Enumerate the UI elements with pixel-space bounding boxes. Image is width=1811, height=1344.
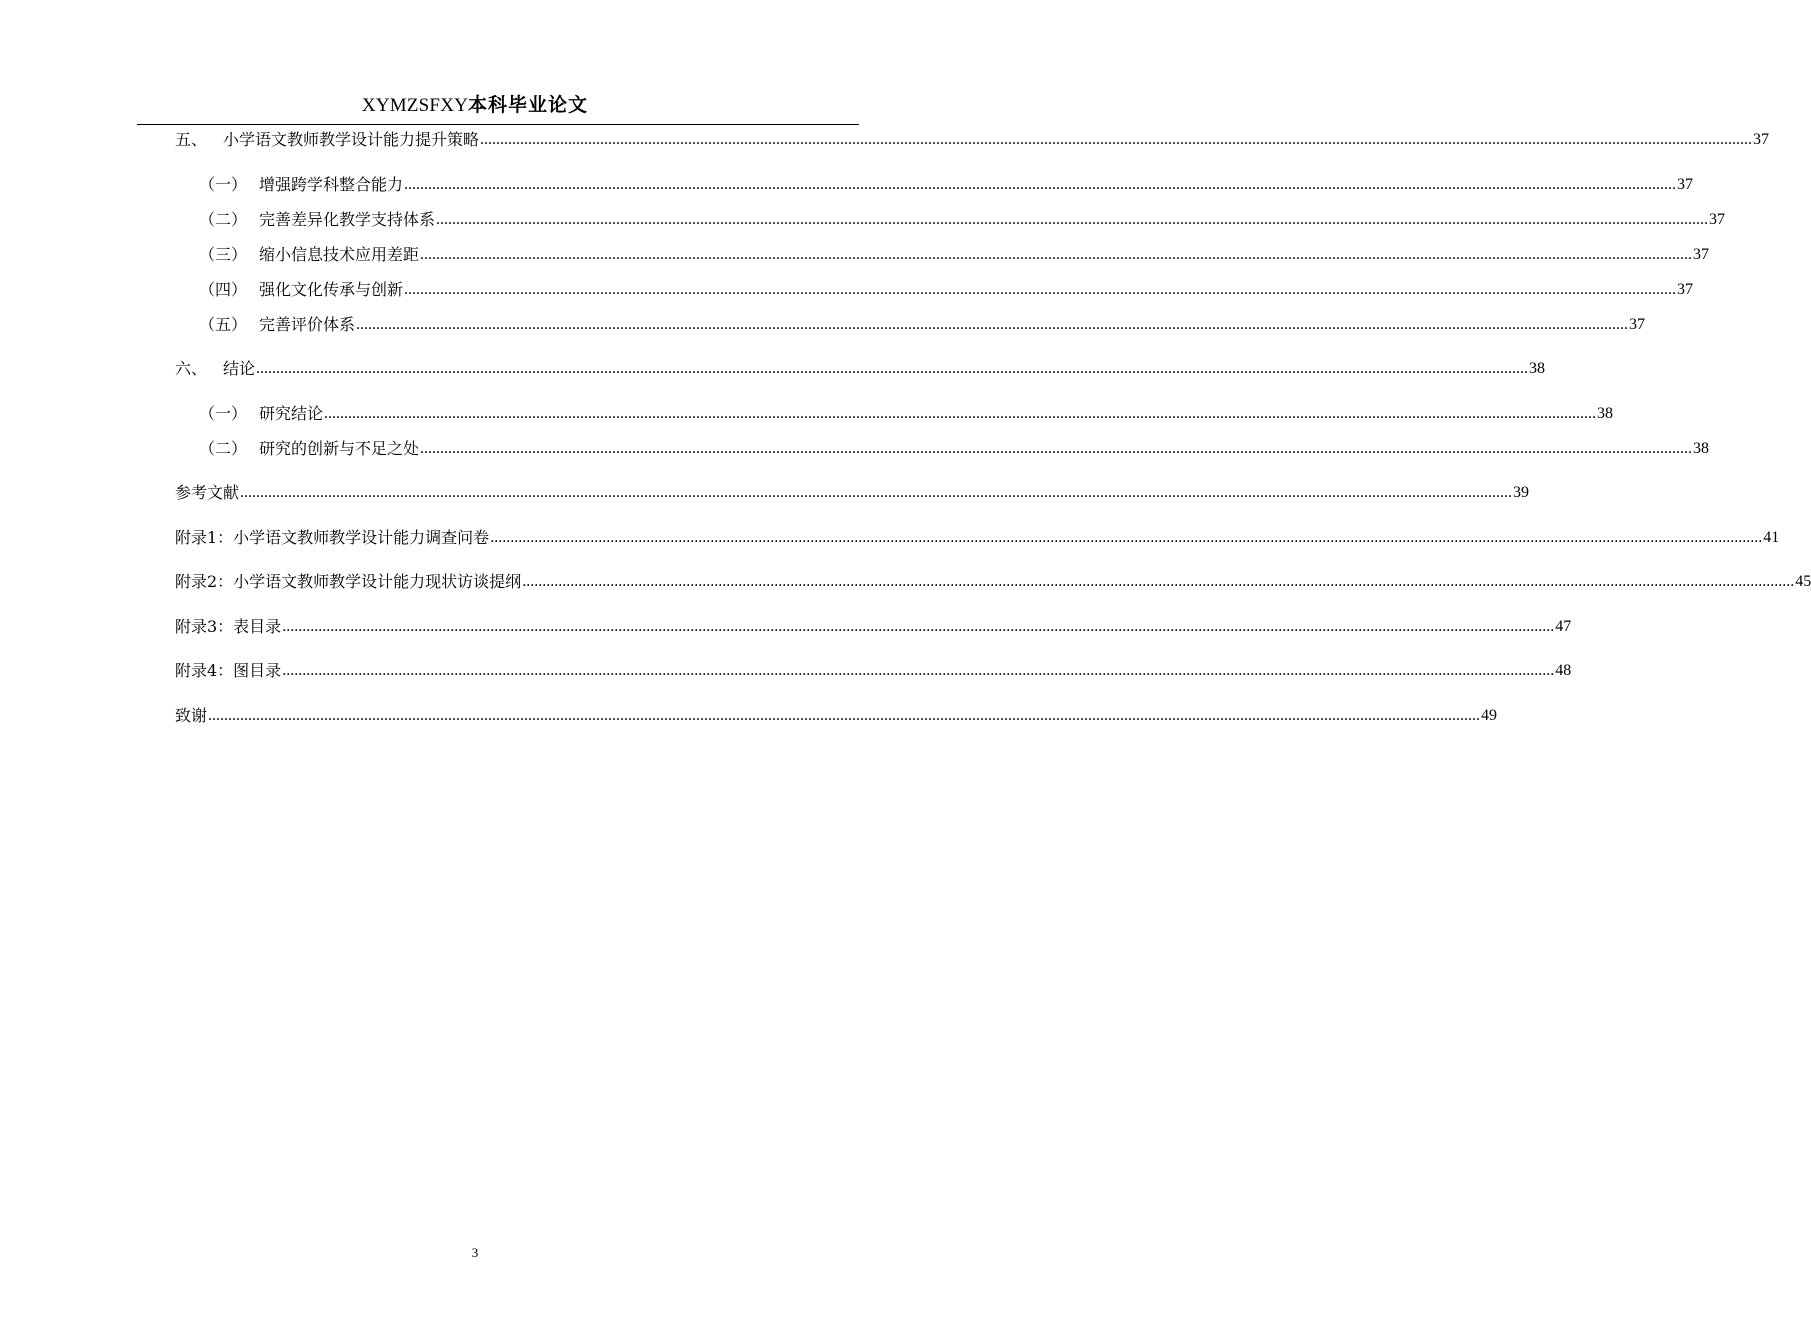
header-title: 本科毕业论文 <box>468 94 589 116</box>
toc-entry-page: 37 <box>1677 176 1694 193</box>
header-rule <box>137 124 859 125</box>
toc-entry-page: 45 <box>1795 573 1811 590</box>
toc-entry-6-2[interactable] <box>199 435 1710 459</box>
toc-entry-title: 强化文化传承与创新 <box>259 280 404 299</box>
toc-dot-leader <box>356 315 1628 335</box>
toc-dot-leader <box>208 706 1480 726</box>
toc-entry-page: 37 <box>1677 281 1694 298</box>
toc-entry-appendix-2[interactable] <box>175 568 1811 592</box>
toc-entry-references[interactable] <box>175 479 1530 503</box>
toc-entry-number: （二） <box>199 210 248 229</box>
toc-dot-leader <box>404 280 1676 300</box>
toc-entry-page: 38 <box>1693 440 1710 457</box>
toc-dot-leader <box>282 661 1554 681</box>
toc-entry-page: 49 <box>1481 707 1498 724</box>
toc-dot-leader <box>324 404 1596 424</box>
toc-entry-title: 结论 <box>223 359 256 378</box>
toc-dot-leader <box>436 210 1708 230</box>
toc-entry-title: 附录4：图目录 <box>175 661 282 680</box>
toc-entry-acknowledgements[interactable] <box>175 702 1498 726</box>
toc-entry-title: 致谢 <box>175 706 208 725</box>
toc-entry-number: （五） <box>199 315 248 334</box>
toc-entry-page: 37 <box>1709 211 1726 228</box>
toc-entry-page: 37 <box>1753 131 1770 148</box>
toc-dot-leader <box>490 528 1762 548</box>
toc-entry-5-1[interactable] <box>199 171 1694 195</box>
toc-entry-page: 41 <box>1763 529 1780 546</box>
toc-entry-5-4[interactable] <box>199 276 1694 300</box>
toc-entry-number: （一） <box>199 175 248 194</box>
toc-entry-5-5[interactable] <box>199 311 1646 335</box>
toc-entry-title: 附录3：表目录 <box>175 617 282 636</box>
toc-entry-number: （一） <box>199 404 248 423</box>
toc-entry-title: 附录1：小学语文教师教学设计能力调查问卷 <box>175 528 490 547</box>
toc-entry-title: 研究结论 <box>259 404 324 423</box>
toc-entry-appendix-4[interactable] <box>175 657 1572 681</box>
toc-entry-6[interactable] <box>175 355 1546 379</box>
toc-entry-page: 47 <box>1555 618 1572 635</box>
toc-entry-title: 完善差异化教学支持体系 <box>259 210 436 229</box>
toc-entry-number: 六、 <box>175 359 208 378</box>
toc-dot-leader <box>240 483 1512 503</box>
toc-entry-5[interactable] <box>175 126 1770 150</box>
toc-dot-leader <box>420 245 1692 265</box>
toc-entry-title: 缩小信息技术应用差距 <box>259 245 420 264</box>
page-number: 3 <box>471 1245 479 1260</box>
toc-entry-number: （四） <box>199 280 248 299</box>
toc-dot-leader <box>480 130 1752 150</box>
toc-entry-title: 参考文献 <box>175 483 240 502</box>
toc-entry-5-3[interactable] <box>199 241 1710 265</box>
toc-entry-5-2[interactable] <box>199 206 1726 230</box>
toc-entry-page: 39 <box>1513 484 1530 501</box>
toc-entry-title: 附录2：小学语文教师教学设计能力现状访谈提纲 <box>175 572 522 591</box>
toc-entry-title: 完善评价体系 <box>259 315 356 334</box>
toc-entry-page: 37 <box>1693 246 1710 263</box>
toc-entry-page: 37 <box>1629 316 1646 333</box>
header-code: XYMZSFXY <box>361 95 469 116</box>
toc-entry-number: 五、 <box>175 130 208 149</box>
toc-entry-title: 研究的创新与不足之处 <box>259 439 420 458</box>
page-header <box>0 92 950 119</box>
toc-entry-number: （三） <box>199 245 248 264</box>
toc-entry-page: 48 <box>1555 662 1572 679</box>
toc-dot-leader <box>420 439 1692 459</box>
toc-dot-leader <box>256 359 1528 379</box>
toc-entry-page: 38 <box>1597 405 1614 422</box>
toc-dot-leader <box>282 617 1554 637</box>
toc-entry-6-1[interactable] <box>199 400 1614 424</box>
toc-entry-page: 38 <box>1529 360 1546 377</box>
toc-entry-appendix-1[interactable] <box>175 524 1780 548</box>
toc-entry-title: 小学语文教师教学设计能力提升策略 <box>223 130 480 149</box>
toc-dot-leader <box>404 175 1676 195</box>
toc-entry-title: 增强跨学科整合能力 <box>259 175 404 194</box>
toc-entry-appendix-3[interactable] <box>175 613 1572 637</box>
toc-entry-number: （二） <box>199 439 248 458</box>
toc-dot-leader <box>522 572 1794 592</box>
